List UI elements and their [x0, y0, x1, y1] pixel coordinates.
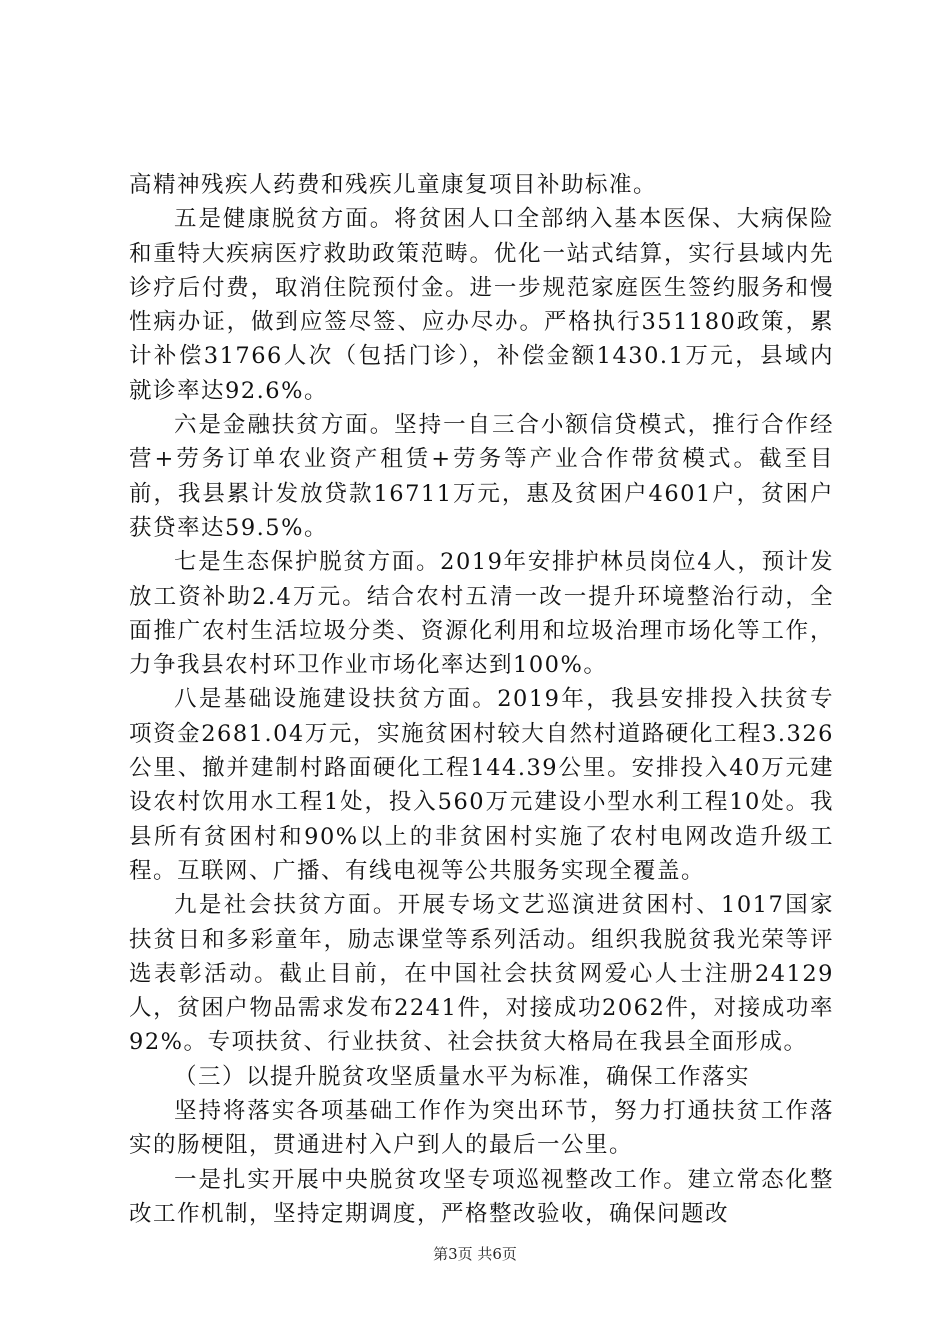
paragraph-finance-poverty: 六是金融扶贫方面。坚持一自三合小额信贷模式，推行合作经营+劳务订单农业资产租赁+劳务等产业合作带贫模式。截至目前，我县累计发放贷款16711万元，惠及贫困户4601户，贫困户获贷率达59.5%。 — [129, 412, 834, 541]
paragraph-infrastructure-poverty: 八是基础设施建设扶贫方面。2019年，我县安排投入扶贫专项资金2681.04万元，实施贫困村较大自然村道路硬化工程3.326公里、撤并建制村路面硬化工程144.39公里。安排投入40万元建设农村饮用水工程1处，投入560万元建设小型水利工程10处。我县所有贫困村和90%以上的非贫困村实施了农村电网改造升级工程。互联网、广播、有线电视等公共服务实现全覆盖。 — [129, 686, 834, 884]
page-number: 第3页 共6页 — [433, 1245, 517, 1263]
paragraph-continuation: 高精神残疾人药费和残疾儿童康复项目补助标准。 — [129, 172, 658, 198]
paragraph-health-poverty: 五是健康脱贫方面。将贫困人口全部纳入基本医保、大病保险和重特大疾病医疗救助政策范畴。优化一站式结算，实行县域内先诊疗后付费，取消住院预付金。进一步规范家庭医生签约服务和慢性病办证，做到应签尽签、应办尽办。严格执行351180政策，累计补偿31766人次（包括门诊），补偿金额1430.1万元，县域内就诊率达92.6%。 — [129, 206, 834, 404]
paragraph-inspection-rectification: 一是扎实开展中央脱贫攻坚专项巡视整改工作。建立常态化整改工作机制，坚持定期调度，严格整改验收，确保问题改 — [129, 1166, 834, 1227]
paragraph-social-poverty: 九是社会扶贫方面。开展专场文艺巡演进贫困村、1017国家扶贫日和多彩童年，励志课堂等系列活动。组织我脱贫我光荣等评选表彰活动。截止目前，在中国社会扶贫网爱心人士注册24129人，贫困户物品需求发布2241件，对接成功2062件，对接成功率92%。专项扶贫、行业扶贫、社会扶贫大格局在我县全面形成。 — [129, 892, 834, 1056]
document-body — [129, 168, 834, 1231]
page-footer — [0, 1244, 950, 1264]
paragraph-ecology-poverty: 七是生态保护脱贫方面。2019年安排护林员岗位4人，预计发放工资补助2.4万元。结合农村五清一改一提升环境整治行动，全面推广农村生活垃圾分类、资源化利用和垃圾治理市场化等工作，力争我县农村环卫作业市场化率达到100%。 — [129, 549, 834, 679]
paragraph-section-intro: 坚持将落实各项基础工作作为突出环节，努力打通扶贫工作落实的肠梗阻，贯通进村入户到人的最后一公里。 — [129, 1098, 834, 1159]
section-heading: （三）以提升脱贫攻坚质量水平为标准，确保工作落实 — [174, 1063, 751, 1090]
